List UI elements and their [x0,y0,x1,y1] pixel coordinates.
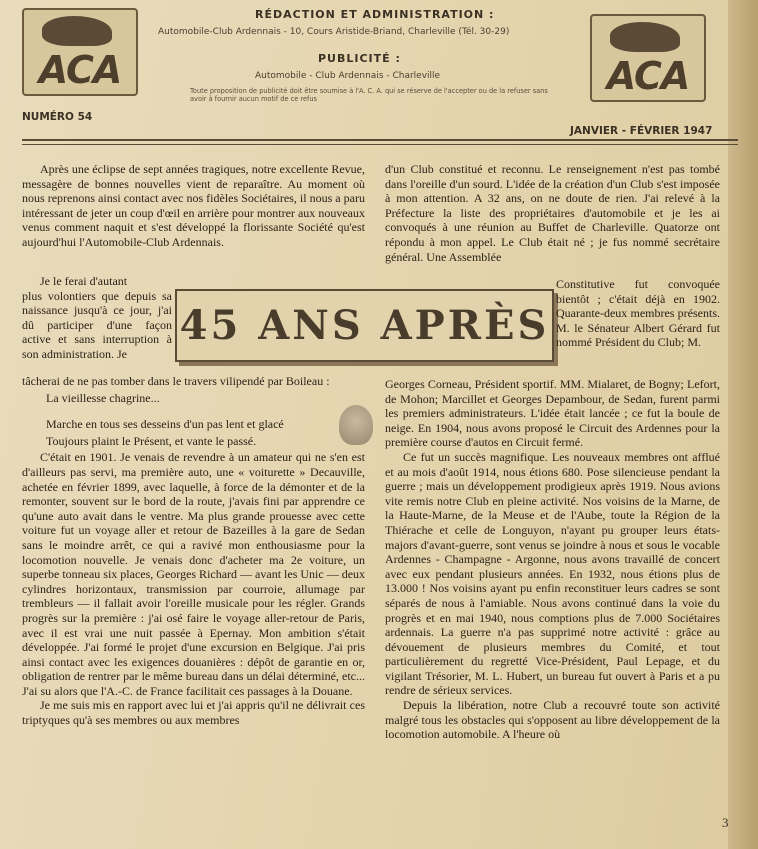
aca-logo-right [590,14,706,102]
administrators-paragraph: Georges Corneau, Président sportif. MM. Mialaret, de Bogny; Lefort, de Mohon; Marcillet et Georges Depambour, de Sedan, furent parmi les premiers administrateurs. L'idée était lancée ; ce fut la boule de neige. En 1904, nous avons proposé le Circuit des Ardennes pour la première course d'autos en Circuit fermé. [385,377,720,450]
boileau-intro: tâcherai de ne pas tomber dans le travers vilipendé par Boileau : [22,374,330,388]
issue-date: JANVIER - FÉVRIER 1947 [570,125,713,137]
header-rule-thin [22,144,738,145]
publicite-title: PUBLICITÉ : [318,52,401,65]
page-edge [728,0,758,849]
left-column-lower [22,374,365,728]
aca-logo-left [22,8,138,96]
portrait-photo [339,405,373,445]
paragraph-wrap: plus volontiers que depuis sa naissance jusqu'à ce jour, j'ai dû participer d'une façon active et sans interruption à son administration. Je [22,288,172,361]
quote-line: Marche en tous ses desseins d'un pas lent et glacé [46,417,284,432]
intro-paragraph: Après une éclipse de sept années tragiques, notre excellente Revue, messagère de bonnes nouvelles vient de reparaître. Au moment où nous reprenons ainsi contact avec nos fidèles Sociétaires, il nous a paru intéressant de jeter un coup d'œil en arrière pour montrer aux nouveaux venus comment naquit et s'est développé la florissante Société qu'est aujourd'hui l'Automobile-Club Ardennais. [22,162,365,249]
paragraph-start: Je le ferai d'autant [40,274,128,288]
issue-number: NUMÉRO 54 [22,111,93,123]
quote-line: La vieillesse chagrine... [46,390,160,405]
logo-text: ACA [38,48,122,92]
logo-text: ACA [606,54,690,98]
success-paragraph: Ce fut un succès magnifique. Les nouveaux membres ont afflué et au mois d'août 1914, nous étions 680. Pose silencieuse pendant la guerre ; mais un développement prodigieux après 1919. Nous avions vite remis notre Club en pleine activité. Nos voisins de la Marne, de la Haute-Marne, de la Meuse et de l'Aube, toute la Région de la Thiérache et celle de Longuyon, n'ayant pu grouper leurs états-majors d'avant-guerre, sont venus se joindre à nous et sous le vocable Ardennes - Champagne - Argonne, nous avons travaillé de concert avec eux pendant plusieurs années. En 1932, nous étions plus de 13.000 ! Nos voisins ayant pu enfin reconstituer leurs cadres se sont séparés de nous à l'amiable. Nous avons continué dans la voie du progrès et en mai 1940, nous comptions plus de 7.000 Sociétaires ardennais. La guerre n'a pas supprimé notre activité : grâce au dévouement de plusieurs membres du Comité, et tout particulièrement du regretté Vice-Président, Paul Lepage, et du vigilant Trésorier, M. L. Hubert, un bureau fut ouvert à Paris et a pu rendre de sérieux services. [385,449,720,698]
history-paragraph: C'était en 1901. Je venais de revendre à un amateur qui ne s'en est d'ailleurs pas servi, ma première auto, une « voiturette » Decauville, achetée en février 1899, avec laquelle, à force de la démonter et de la remonter, souvent sur le bord de la route, j'avais fini par apprendre ce qu'une auto avait dans le ventre. Ma plus grande prouesse avec cette voiture fut un voyage aller et retour de Bazeilles à la gare de Sedan sans le moindre arrêt, ce qui a ravivé mon enthousiasme pour la locomotion nouvelle. Je venais donc d'acheter ma 2e voiture, un superbe tonneau six places, Georges Richard — avant les Unic — deux cylindres horizontaux, transmission par courroie, allumage par trembleurs — il fallait avoir l'oreille musicale pour les régler. Grands progrès sur la première : j'ai osé faire le voyage aller-retour de Paris, avec il est vrai une nuit passée à Epernay. Mon ambition s'était développée. J'ai formé le projet d'une excursion en Belgique. J'ai pris ainsi contact avec les exigences douanières : dépôt de garantie en or, obligation de rentrer par le même bureau dans un délai déterminé, etc... J'ai su alors que l'A.-C. de France facilitait ces passages à la Douane. [22,450,366,698]
quote-line: Toujours plaint le Présent, et vante le passé. [46,433,257,448]
headline-banner [175,289,554,362]
headline: 45 ANS APRÈS [179,302,550,349]
triptyque-paragraph: Je me suis mis en rapport avec lui et j'ai appris qu'il ne délivrait ces triptyques qu'à ses membres ou aux membres [22,698,365,728]
left-column-wrap [22,274,172,362]
right-column-wrap [556,277,720,350]
redaction-title: RÉDACTION ET ADMINISTRATION : [255,8,495,21]
club-founding-paragraph: d'un Club constitué et reconnu. Le renseignement n'est pas tombé dans l'oreille d'un sourd. L'idée de la création d'un Club s'est imposée à mon attention. A 32 ans, on ne doute de rien. J'ai relevé à la Préfecture la liste des propriétaires d'automobile et je les ai convoqués à une réunion au Buffet de Charleville. Quatorze ont répondu à mon appel. Le Club était né ; je fus nommé secrétaire général. Une Assemblée [385,162,720,264]
header-rule [22,139,738,141]
liberation-paragraph: Depuis la libération, notre Club a recouvré toute son activité malgré tous les obstacles qui s'opposent au libre développement de la locomotion automobile. A l'heure où [385,698,720,742]
right-column-lower [385,377,720,742]
boar-icon [610,22,680,52]
assembly-paragraph: Constitutive fut convoquée bientôt ; c'était déjà en 1902. Quarante-deux membres présents. M. le Sénateur Albert Gérard fut nommé Président du Club; M. [556,277,720,350]
right-column [385,162,720,264]
left-column [22,162,365,250]
advertising-notice: Toute proposition de publicité doit être soumise à l'A. C. A. qui se réserve de l'accepter ou de la refuser sans avoir à fournir aucun motif de ce refus [190,87,548,103]
publicite-address: Automobile - Club Ardennais - Charleville [255,71,441,81]
boar-icon [42,16,112,46]
page-number: 3 [722,815,729,830]
redaction-address: Automobile-Club Ardennais - 10, Cours Aristide-Briand, Charleville (Tél. 30-29) [158,27,510,37]
